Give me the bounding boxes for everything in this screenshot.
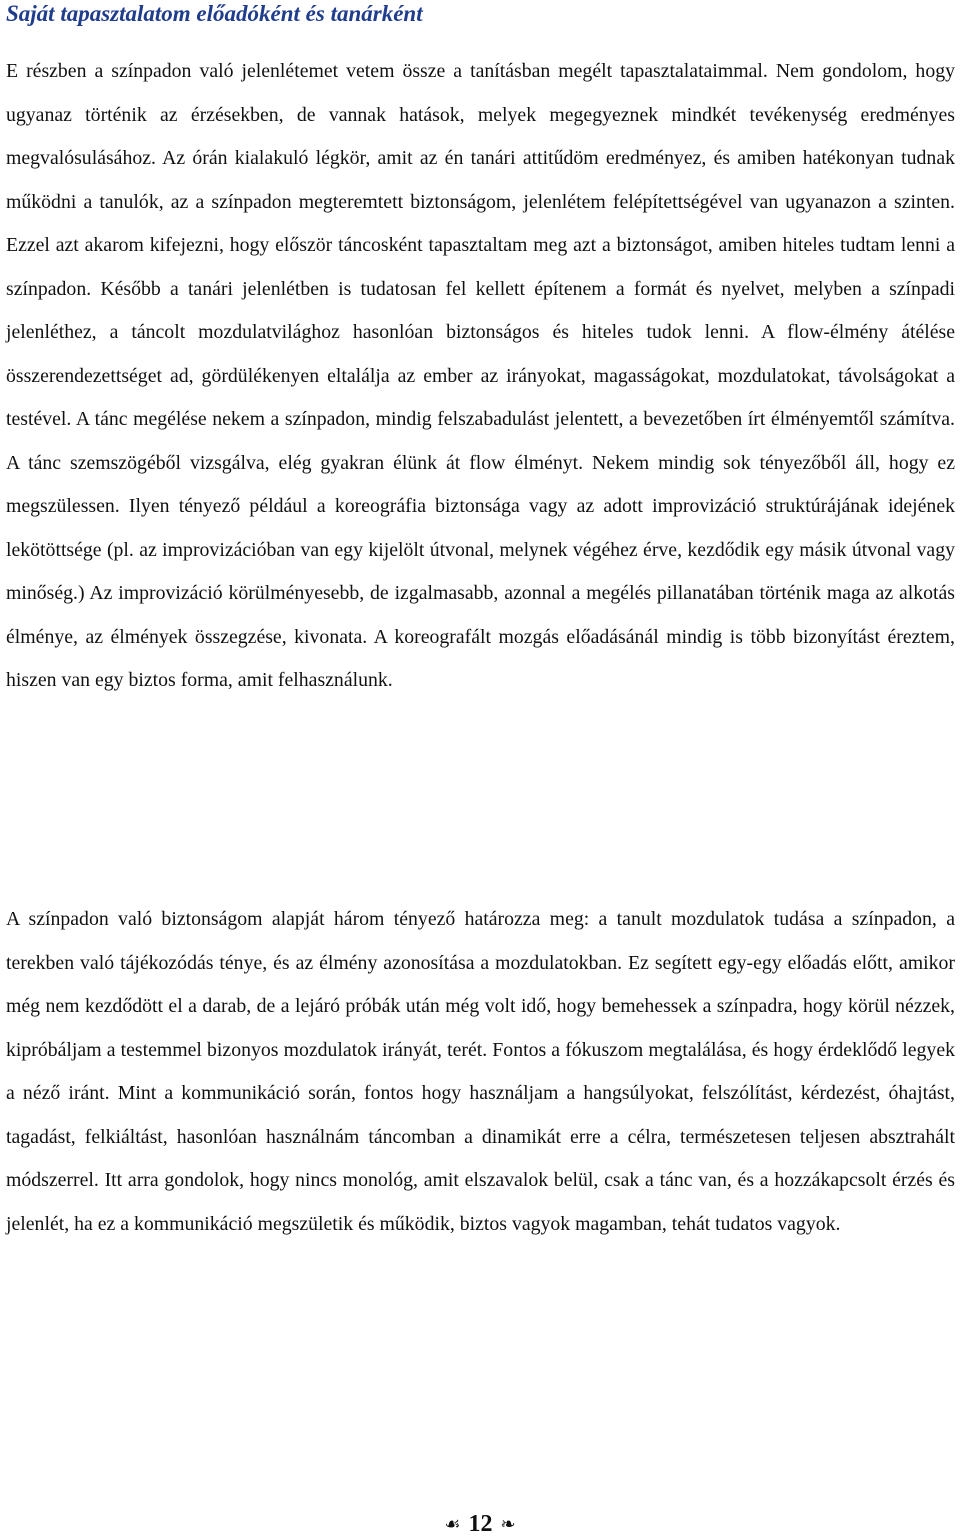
page-number: 12: [468, 1511, 493, 1537]
page-footer: [0, 1510, 960, 1539]
body-paragraph-1: E részben a színpadon való jelenlétemet vetem össze a tanításban megélt tapasztalataimmal. Nem gondolom, hogy ugyanaz történik az érzésekben, de vannak hatások, melyek megegyeznek mindkét tevékenység eredményes megvalósulásához. Az órán kialakuló légkör, amit az én tanári attitűdöm eredményez, és amiben hatékonyan tudnak működni a tanulók, az a színpadon megteremtett biztonságom, jelenlétem felépítettségével van ugyanazon a szinten. Ezzel azt akarom kifejezni, hogy először táncosként tapasztaltam meg azt a biztonságot, amiben hiteles tudtam lenni a színpadon. Később a tanári jelenlétben is tudatosan fel kellett építenem a formát és nyelvet, melyben a színpadi jelenléthez, a táncolt mozdulatvilághoz hasonlóan biztonságos és hiteles tudok lenni. A flow-élmény átélése összerendezettséget ad, gördülékenyen eltalálja az ember az irányokat, magasságokat, mozdulatokat, távolságokat a testével. A tánc megélése nekem a színpadon, mindig felszabadulást jelentett, a bevezetőben írt élményemtől számítva. A tánc szemszögéből vizsgálva, elég gyakran élünk át flow élményt. Nekem mindig sok tényezőből áll, hogy ez megszülessen. Ilyen tényező például a koreográfia biztonsága vagy az adott improvizáció struktúrájának idejének lekötöttsége (pl. az improvizációban van egy kijelölt útvonal, melynek végéhez érve, kezdődik egy másik útvonal vagy minőség.) Az improvizáció körülményesebb, de izgalmasabb, azonnal a megélés pillanatában történik maga az alkotás élménye, az élmények összegzése, kivonata. A koreografált mozgás előadásánál mindig is több bizonyítást éreztem, hiszen van egy biztos forma, amit felhasználunk.: [6, 60, 955, 691]
section-heading: Saját tapasztalatom előadóként és tanárként: [6, 1, 423, 26]
ornament-left-icon: ☙: [444, 1514, 461, 1535]
ornament-right-icon: ❧: [500, 1514, 516, 1535]
body-paragraph-2: A színpadon való biztonságom alapját három tényező határozza meg: a tanult mozdulatok tudása a színpadon, a terekben való tájékozódás ténye, és az élmény azonosítása a mozdulatokban. Ez segített egy-egy előadás előtt, amikor még nem kezdődött el a darab, de a lejáró próbák után még volt idő, hogy bemehessek a színpadra, hogy körül nézzek, kipróbáljam a testemmel bizonyos mozdulatok irányát, terét. Fontos a fókuszom megtalálása, és hogy érdeklődő legyek a néző iránt. Mint a kommunikáció során, fontos hogy használjam a hangsúlyokat, felszólítást, kérdezést, óhajtást, tagadást, felkiáltást, hasonlóan használnám táncomban a dinamikát erre a célra, természetesen teljesen absztrahált módszerrel. Itt arra gondolok, hogy nincs monológ, amit elszavalok belül, csak a tánc van, és a hozzákapcsolt érzés és jelenlét, ha ez a kommunikáció megszületik és működik, biztos vagyok magamban, tehát tudatos vagyok.: [6, 908, 955, 1235]
